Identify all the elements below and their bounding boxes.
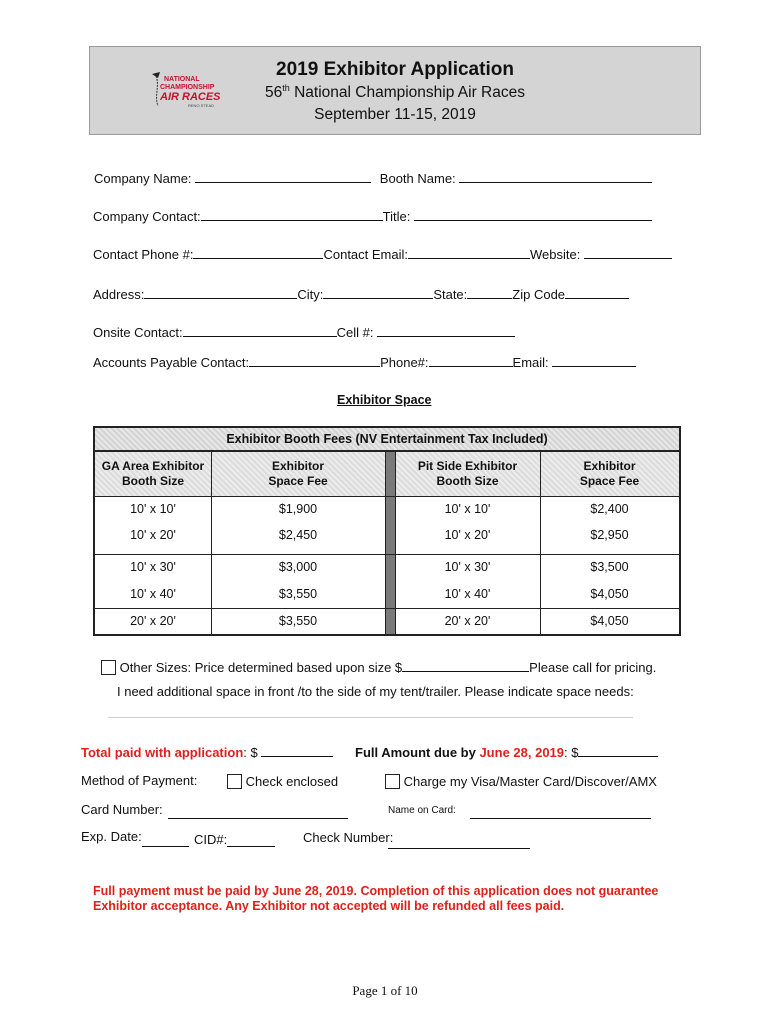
full-amount-row xyxy=(355,744,658,760)
svg-text:RENO STEAD: RENO STEAD xyxy=(188,103,215,108)
svg-text:CHAMPIONSHIP: CHAMPIONSHIP xyxy=(160,84,215,91)
column-line xyxy=(385,452,386,634)
contact-phone-label: Contact Phone #: xyxy=(93,247,194,262)
city-label: City: xyxy=(297,287,324,302)
table-cell-ga-size: 10' x 20' xyxy=(130,528,176,542)
header-pit-size: Pit Side Exhibitor Booth Size xyxy=(395,452,540,496)
column-divider-bar xyxy=(385,452,395,634)
payment-method-label: Method of Payment: xyxy=(81,773,198,788)
company-name-label: Company Name: xyxy=(94,171,192,186)
contact-email-field[interactable] xyxy=(408,246,530,259)
table-cell-pit-fee: $3,500 xyxy=(590,560,629,574)
other-sizes-suffix: Please call for pricing. xyxy=(529,660,657,675)
table-cell-pit-fee: $4,050 xyxy=(590,614,629,628)
state-label: State: xyxy=(433,287,468,302)
contact-phone-row xyxy=(93,246,672,262)
table-cell-pit-size: 10' x 20' xyxy=(444,528,491,542)
other-sizes-checkbox[interactable] xyxy=(101,660,116,675)
notice-line-1: Full payment must be paid by June 28, 2019. Completion of this application does not guarantee xyxy=(93,884,659,898)
contact-phone-field[interactable] xyxy=(193,246,323,259)
total-paid-suffix: : $ xyxy=(243,745,258,760)
booth-name-label: Booth Name: xyxy=(379,171,456,186)
company-contact-field[interactable] xyxy=(201,208,383,221)
charge-card-option[interactable] xyxy=(385,774,657,789)
company-name-row xyxy=(94,170,652,186)
cid-label: CID#: xyxy=(194,832,228,847)
other-sizes-field[interactable] xyxy=(402,659,529,672)
address-field[interactable] xyxy=(144,286,297,299)
table-cell-pit-size: 10' x 30' xyxy=(444,560,491,574)
city-field[interactable] xyxy=(323,286,433,299)
section-title: Exhibitor Space xyxy=(337,393,432,407)
onsite-contact-field[interactable] xyxy=(183,324,337,337)
address-label: Address: xyxy=(93,287,145,302)
svg-text:AIR RACES: AIR RACES xyxy=(160,91,220,103)
table-cell-ga-size: 10' x 10' xyxy=(130,502,176,516)
exp-date-label: Exp. Date: xyxy=(81,829,142,844)
full-amount-label: Full Amount due by xyxy=(355,745,480,760)
table-cell-ga-fee: $1,900 xyxy=(278,502,318,516)
space-needs-field[interactable] xyxy=(108,717,633,718)
ap-contact-row xyxy=(93,354,636,370)
card-number-label: Card Number: xyxy=(81,802,163,817)
table-title: Exhibitor Booth Fees (NV Entertainment Tax Included) xyxy=(95,428,679,452)
contact-email-label: Contact Email: xyxy=(323,247,409,262)
name-on-card-label: Name on Card: xyxy=(388,805,456,816)
notice-line-2: Exhibitor acceptance. Any Exhibitor not accepted will be refunded all fees paid. xyxy=(93,899,565,913)
cell-label: Cell #: xyxy=(336,325,374,340)
total-paid-row xyxy=(81,744,333,760)
table-cell-ga-fee: $3,550 xyxy=(278,587,318,601)
page-number: Page 1 of 10 xyxy=(352,983,418,998)
address-row xyxy=(93,286,629,302)
cell-field[interactable] xyxy=(377,324,515,337)
space-needs-text: I need additional space in front /to the side of my tent/trailer. Please indicate space needs: xyxy=(117,684,634,699)
onsite-contact-row xyxy=(93,324,515,340)
cid-field[interactable] xyxy=(227,846,275,847)
table-cell-pit-size: 10' x 10' xyxy=(444,502,491,516)
company-contact-row xyxy=(93,208,652,224)
zip-field[interactable] xyxy=(565,286,629,299)
page-title: 2019 Exhibitor Application xyxy=(276,59,514,80)
total-paid-label: Total paid with application xyxy=(81,745,244,760)
total-paid-field[interactable] xyxy=(261,744,333,757)
full-amount-suffix: : $ xyxy=(564,745,579,760)
event-name: 56th National Championship Air Races xyxy=(265,83,525,102)
ap-email-label: Email: xyxy=(512,355,549,370)
other-sizes-row xyxy=(101,659,656,675)
title-field[interactable] xyxy=(414,208,652,221)
ap-contact-label: Accounts Payable Contact: xyxy=(93,355,250,370)
table-cell-pit-fee: $2,950 xyxy=(590,528,629,542)
table-cell-ga-fee: $3,000 xyxy=(278,560,318,574)
event-dates: September 11-15, 2019 xyxy=(314,106,476,123)
header-ga-size: GA Area Exhibitor Booth Size xyxy=(95,452,211,496)
table-cell-pit-size: 20' x 20' xyxy=(444,614,491,628)
table-cell-pit-fee: $2,400 xyxy=(590,502,629,516)
due-date: June 28, 2019 xyxy=(479,745,565,760)
check-enclosed-label: Check enclosed xyxy=(245,774,339,789)
table-cell-ga-size: 20' x 20' xyxy=(130,614,176,628)
website-label: Website: xyxy=(530,247,581,262)
ap-contact-field[interactable] xyxy=(249,354,380,367)
ap-email-field[interactable] xyxy=(552,354,636,367)
check-enclosed-option[interactable] xyxy=(227,774,338,789)
header-ga-fee: Exhibitor Space Fee xyxy=(211,452,385,496)
name-on-card-field[interactable] xyxy=(470,818,651,819)
state-field[interactable] xyxy=(467,286,512,299)
ap-phone-field[interactable] xyxy=(429,354,513,367)
svg-text:NATIONAL: NATIONAL xyxy=(164,76,200,83)
onsite-contact-label: Onsite Contact: xyxy=(93,325,183,340)
header-banner xyxy=(89,46,701,135)
payment-notice xyxy=(93,884,658,914)
zip-label: Zip Code xyxy=(512,287,566,302)
other-sizes-label: Other Sizes: Price determined based upon size $ xyxy=(119,660,403,675)
title-label: Title: xyxy=(382,209,411,224)
full-amount-field[interactable] xyxy=(578,744,658,757)
check-number-label: Check Number: xyxy=(303,830,394,845)
booth-name-field[interactable] xyxy=(459,170,652,183)
exp-date-field[interactable] xyxy=(142,846,189,847)
table-cell-ga-size: 10' x 30' xyxy=(130,560,176,574)
charge-card-label: Charge my Visa/Master Card/Discover/AMX xyxy=(403,774,657,789)
table-cell-ga-fee: $3,550 xyxy=(278,614,318,628)
ap-phone-label: Phone#: xyxy=(380,355,429,370)
website-field[interactable] xyxy=(584,246,672,259)
company-contact-label: Company Contact: xyxy=(93,209,201,224)
company-name-field[interactable] xyxy=(195,170,371,183)
table-cell-pit-fee: $4,050 xyxy=(590,587,629,601)
table-cell-ga-fee: $2,450 xyxy=(278,528,318,542)
card-number-field[interactable] xyxy=(168,818,348,819)
charge-card-checkbox[interactable] xyxy=(385,774,400,789)
check-enclosed-checkbox[interactable] xyxy=(227,774,242,789)
table-cell-pit-size: 10' x 40' xyxy=(444,587,491,601)
header-pit-fee: Exhibitor Space Fee xyxy=(540,452,679,496)
table-cell-ga-size: 10' x 40' xyxy=(130,587,176,601)
fee-table xyxy=(93,426,681,636)
check-number-field[interactable] xyxy=(388,848,530,849)
